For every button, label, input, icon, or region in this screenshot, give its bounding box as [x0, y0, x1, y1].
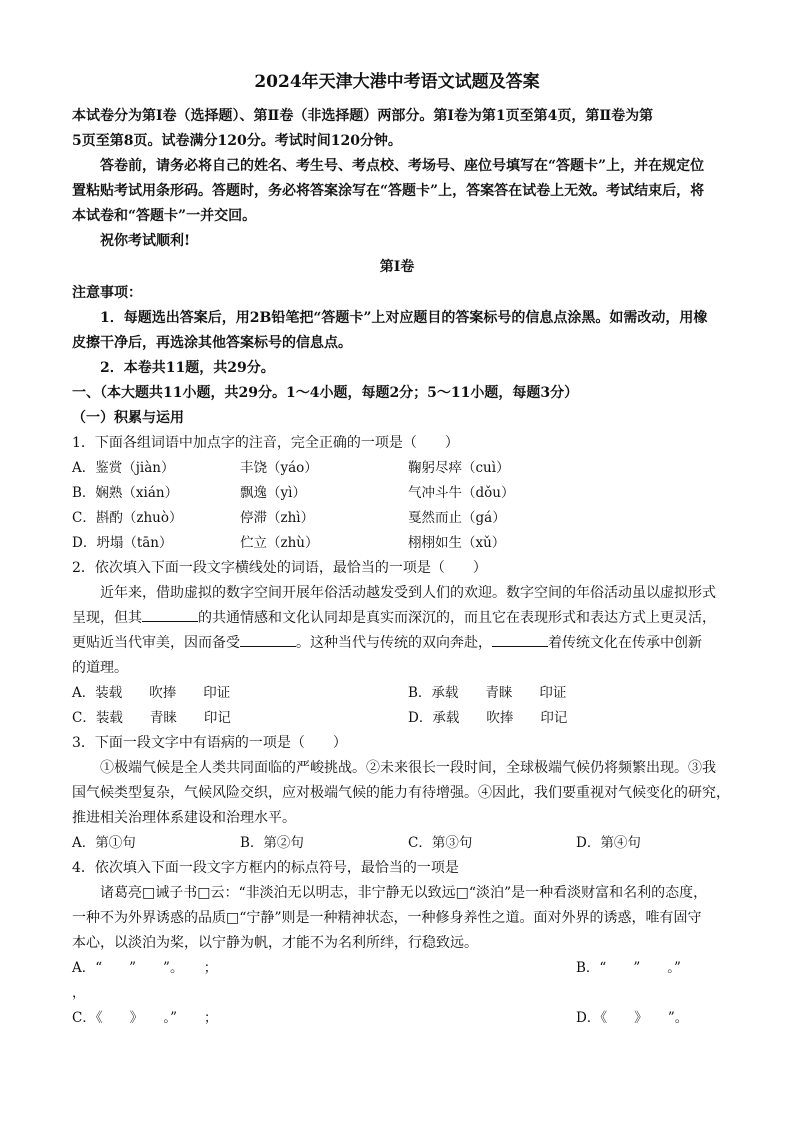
- q2-option-c: C．装载 青睐 印记: [72, 710, 231, 726]
- q2-passage-line-2: [72, 608, 722, 628]
- q2-text-segment: 更贴近当代审美，因而备受: [72, 635, 240, 651]
- q1-option-c: C．斟酌（zhuò）: [72, 510, 183, 526]
- q4-option-d: D．《 》 ”。: [576, 1010, 689, 1026]
- q2-text-segment: 呈现，但其: [72, 610, 142, 626]
- intro-line-3: 答卷前，请务必将自己的姓名、考生号、考点校、考场号、座位号填写在“答题卡”上，并在规定位: [100, 158, 705, 174]
- q1-option-b-3: 气冲斗牛（dǒu）: [408, 485, 515, 501]
- good-luck-text: 祝你考试顺利!: [100, 233, 191, 249]
- q1-option-a: A．鉴赏（jiàn）: [72, 460, 175, 476]
- note-2: 2．本卷共11题，共29分。: [100, 360, 275, 376]
- q3-passage-line-2: 国气候类型复杂，气候风险交织，应对极端气候的能力有待增强。④因此，我们要重视对气候变化的研究，: [72, 785, 730, 801]
- q2-passage-line-1: 近年来，借助虚拟的数字空间开展年俗活动越发受到人们的欢迎。数字空间的年俗活动虽以虚拟形式: [100, 585, 716, 601]
- q4-option-c: C．《 》 。” ；: [72, 1010, 218, 1026]
- q4-passage-line-1: 诸葛亮□诫子书□云：“非淡泊无以明志，非宁静无以致远□“淡泊”是一种看淡财富和名利的态度，: [100, 885, 708, 901]
- q2-text-segment: 。这种当代与传统的双向奔赴，: [296, 635, 492, 651]
- q1-option-c-3: 戛然而止（gá）: [408, 510, 506, 526]
- q3-stem: 3．下面一段文字中有语病的一项是（ ）: [72, 735, 347, 751]
- intro-line-1: 本试卷分为第Ⅰ卷（选择题）、第Ⅱ卷（非选择题）两部分。第Ⅰ卷为第1页至第4页，第Ⅱ卷为第: [72, 108, 654, 124]
- q1-option-a-2: 丰饶（yáo）: [240, 460, 318, 476]
- q1-option-b: B．娴熟（xián）: [72, 485, 179, 501]
- intro-line-2: 5页至第8页。试卷满分120分。考试时间120分钟。: [72, 133, 402, 149]
- q1-option-d: D．坍塌（tān）: [72, 535, 173, 551]
- q2-stem: 2．依次填入下面一段文字横线处的词语，最恰当的一项是（ ）: [72, 560, 487, 576]
- q2-option-d: D．承载 吹捧 印记: [408, 710, 568, 726]
- subsection-heading: （一）积累与运用: [72, 410, 184, 426]
- q1-option-a-3: 鞠躬尽瘁（cuì）: [408, 460, 510, 476]
- q4-stem: 4．依次填入下面一段文字方框内的标点符号，最恰当的一项是: [72, 860, 459, 876]
- q1-option-b-2: 飘逸（yì）: [240, 485, 306, 501]
- q3-option-b: B．第②句: [240, 835, 304, 851]
- note-1: 1．每题选出答案后，用2B铅笔把“答题卡”上对应题目的答案标号的信息点涂黑。如需改动，用橡: [100, 310, 708, 326]
- q2-text-segment: 着传统文化在传承中创新: [548, 635, 702, 651]
- q1-option-c-2: 停滞（zhì）: [240, 510, 315, 526]
- q4-passage-line-3: 本心，以淡泊为桨，以宁静为帆，才能不为名利所绊，行稳致远。: [72, 935, 478, 951]
- page-title: 2024年天津大港中考语文试题及答案: [254, 72, 540, 92]
- volume-heading: 第Ⅰ卷: [379, 259, 415, 275]
- q1-option-d-2: 伫立（zhù）: [240, 535, 319, 551]
- blank-1: [142, 609, 198, 622]
- q2-passage-line-4: 的道理。: [72, 660, 128, 676]
- q2-option-b: B．承载 青睐 印证: [408, 685, 567, 701]
- intro-line-5: 本试卷和“答题卡”一并交回。: [72, 208, 257, 224]
- q2-option-a: A．装载 吹捧 印证: [72, 685, 231, 701]
- blank-3: [492, 634, 548, 647]
- q4-passage-line-2: 一种不为外界诱惑的品质□“宁静”则是一种精神状态，一种修身养性之道。面对外界的诱惑，唯有固守: [72, 910, 702, 926]
- q4-option-a: A．“ ” ”。 ；: [72, 960, 218, 976]
- q4-option-b-overflow: ，: [72, 985, 86, 1001]
- note-1-cont: 皮擦干净后，再选涂其他答案标号的信息点。: [72, 335, 352, 351]
- q3-passage-line-3: 推进相关治理体系建设和治理水平。: [72, 810, 296, 826]
- q3-option-d: D．第④句: [576, 835, 641, 851]
- q2-passage-line-3: [72, 633, 722, 653]
- notes-title: 注意事项：: [72, 285, 142, 301]
- intro-line-4: 置粘贴考试用条形码。答题时，务必将答案涂写在“答题卡”上，答案答在试卷上无效。考试结束后，将: [72, 183, 705, 199]
- q1-option-d-3: 栩栩如生（xǔ）: [408, 535, 506, 551]
- q3-passage-line-1: ①极端气候是全人类共同面临的严峻挑战。②未来很长一段时间，全球极端气候仍将频繁出现。③我: [100, 760, 716, 776]
- q2-text-segment: 的共通情感和文化认同却是真实而深沉的，而且它在表现形式和表达方式上更灵活，: [198, 610, 716, 626]
- blank-2: [240, 634, 296, 647]
- q4-option-b: B．“ ” 。”: [576, 960, 681, 976]
- q1-stem: 1．下面各组词语中加点字的注音，完全正确的一项是（ ）: [72, 435, 459, 451]
- section-heading: 一、（本大题共11小题，共29分。1～4小题，每题2分；5～11小题，每题3分）: [72, 385, 579, 401]
- q3-option-a: A．第①句: [72, 835, 136, 851]
- q3-option-c: C．第③句: [408, 835, 473, 851]
